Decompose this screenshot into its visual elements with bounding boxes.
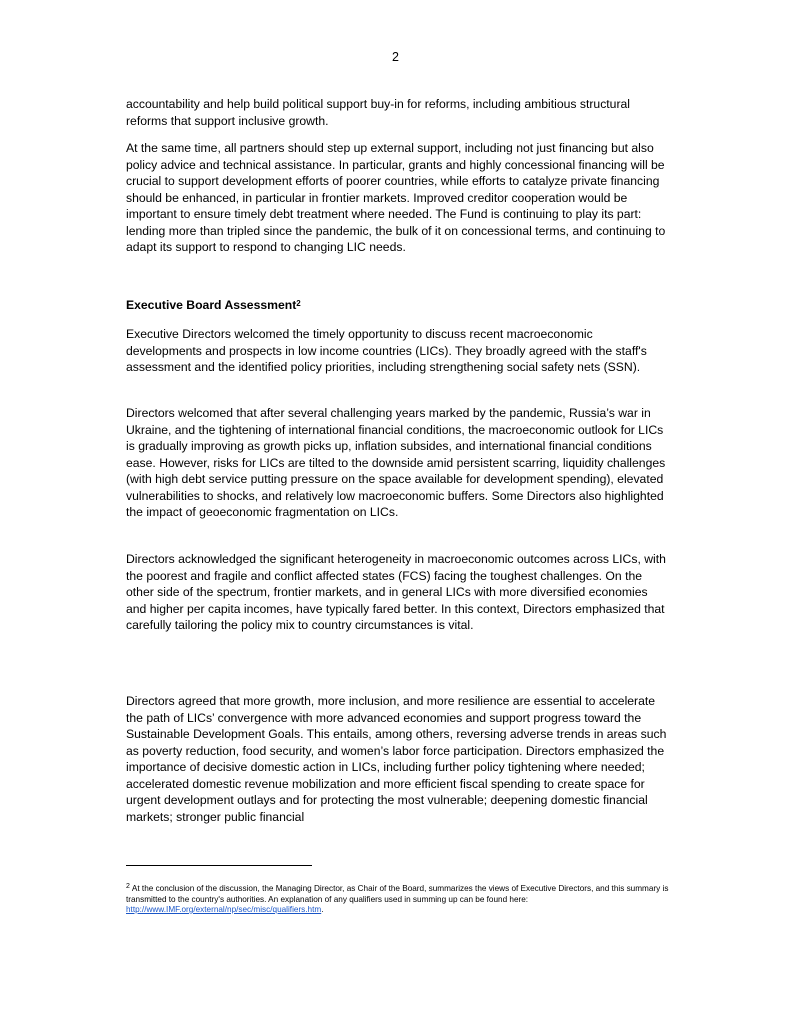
paragraph-growth-inclusion: Directors agreed that more growth, more inclusion, and more resilience are essential to accelerate the path of LICs’ convergence with more advanced economies and support progress toward the Sustainable Development Goals. This entails, among others, reversing adverse trends in areas such as poverty reduction, food security, and women’s labor force participation. Directors emphasized the importance of decisive domestic action in LICs, including further policy tightening where needed; accelerated domestic revenue mobilization and more efficient fiscal spending to create space for urgent development outlays and for protecting the most vulnerable; deepening domestic financial markets; stronger public financial [126, 694, 667, 824]
paragraph-directors-welcomed: Executive Directors welcomed the timely opportunity to discuss recent macroeconomic developments and prospects in low income countries (LICs). They broadly agreed with the staff's assessment and the identified policy priorities, including strengthening social safety nets (SSN). [126, 327, 647, 374]
footnote [126, 884, 671, 916]
paragraph-intro-continuation: accountability and help build political support buy-in for reforms, including ambitious structural reforms that support inclusive growth. [126, 97, 631, 128]
paragraph-heterogeneity: Directors acknowledged the significant heterogeneity in macroeconomic outcomes across LICs, with the poorest and fragile and conflict affected states (FCS) facing the toughest challenges. On the other side of the spectrum, frontier markets, and in general LICs with more diversified economies and higher per capita incomes, have typically fared better. In this context, Directors emphasized that carefully tailoring the policy mix to country circumstances is vital. [126, 552, 666, 632]
paragraph-outlook-risks: Directors welcomed that after several challenging years marked by the pandemic, Russia’s war in Ukraine, and the tightening of international financial conditions, the macroeconomic outlook for LICs is gradually improving as growth picks up, inflation subsides, and international financial conditions ease. However, risks for LICs are tilted to the downside amid persistent scarring, liquidity challenges (with high debt service putting pressure on the space available for development spending), elevated vulnerabilities to shocks, and relatively low macroeconomic buffers. Some Directors also highlighted the impact of geoeconomic fragmentation on LICs. [126, 406, 666, 519]
page-number: 2 [392, 50, 399, 64]
footnote-reference[interactable]: 2 [296, 299, 301, 308]
qualifiers-link[interactable]: http://www.IMF.org/external/np/sec/misc/qualifiers.htm [126, 905, 322, 914]
paragraph-external-support: At the same time, all partners should step up external support, including not just financing but also policy advice and technical assistance. In particular, grants and highly concessional financing will be crucial to support development efforts of poorer countries, while efforts to catalyze private financing should be enhanced, in particular in frontier markets. Improved creditor cooperation would be important to ensure timely debt treatment where needed. The Fund is continuing to play its part: lending more than tripled since the pandemic, the bulk of it on concessional terms, and continuing to adapt its support to respond to changing LIC needs. [126, 141, 666, 254]
footnote-end: . [321, 905, 324, 914]
section-heading [126, 297, 301, 314]
footnote-separator [126, 865, 312, 866]
footnote-marker: 2 [126, 883, 130, 890]
footnote-text: At the conclusion of the discussion, the Managing Director, as Chair of the Board, summarizes the views of Executive Directors, and this summary is transmitted to the country's authorities. An explanation of any qualifiers used in summing up can be found here: [126, 884, 669, 904]
section-heading-text: Executive Board Assessment [126, 298, 297, 312]
